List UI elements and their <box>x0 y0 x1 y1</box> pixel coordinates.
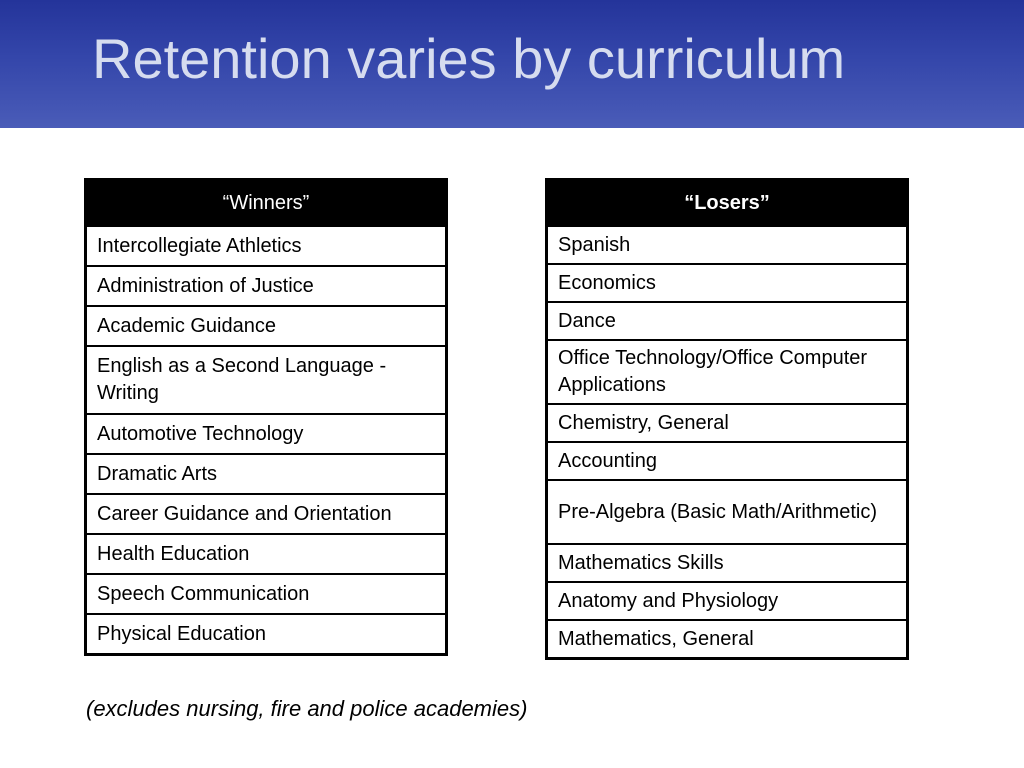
winners-cell: Speech Communication <box>86 574 447 614</box>
losers-cell: Office Technology/Office Computer Applications <box>547 340 908 404</box>
losers-cell: Mathematics Skills <box>547 544 908 582</box>
table-row <box>86 226 447 266</box>
losers-cell: Accounting <box>547 442 908 480</box>
winners-cell: Career Guidance and Orientation <box>86 494 447 534</box>
losers-cell: Economics <box>547 264 908 302</box>
footnote: (excludes nursing, fire and police academies) <box>86 696 528 721</box>
slide-title: Retention varies by curriculum <box>92 27 846 90</box>
table-row <box>547 302 908 340</box>
table-row <box>547 264 908 302</box>
table-row <box>86 346 447 414</box>
losers-cell: Mathematics, General <box>547 620 908 659</box>
table-row <box>547 620 908 659</box>
winners-cell: Health Education <box>86 534 447 574</box>
table-row <box>86 306 447 346</box>
table-row <box>547 480 908 544</box>
table-row <box>86 574 447 614</box>
table-row <box>86 534 447 574</box>
winners-header: “Winners” <box>86 180 447 227</box>
table-row <box>86 614 447 655</box>
table-row <box>547 340 908 404</box>
table-row <box>547 226 908 264</box>
winners-header-row <box>86 180 447 227</box>
table-row <box>547 582 908 620</box>
winners-cell: Intercollegiate Athletics <box>86 226 447 266</box>
losers-cell: Pre-Algebra (Basic Math/Arithmetic) <box>547 480 908 544</box>
title-bar <box>0 0 1024 128</box>
winners-table <box>84 178 448 656</box>
table-row <box>86 454 447 494</box>
table-row <box>547 544 908 582</box>
table-row <box>547 404 908 442</box>
winners-cell: Dramatic Arts <box>86 454 447 494</box>
table-row <box>86 494 447 534</box>
winners-cell: Academic Guidance <box>86 306 447 346</box>
table-row <box>86 266 447 306</box>
table-row <box>547 442 908 480</box>
winners-cell: Automotive Technology <box>86 414 447 454</box>
losers-table <box>545 178 909 660</box>
losers-header: “Losers” <box>547 180 908 227</box>
losers-cell: Dance <box>547 302 908 340</box>
winners-cell: Administration of Justice <box>86 266 447 306</box>
winners-cell: Physical Education <box>86 614 447 655</box>
table-row <box>86 414 447 454</box>
losers-cell: Anatomy and Physiology <box>547 582 908 620</box>
losers-header-row <box>547 180 908 227</box>
losers-cell: Chemistry, General <box>547 404 908 442</box>
losers-cell: Spanish <box>547 226 908 264</box>
winners-cell: English as a Second Language - Writing <box>86 346 447 414</box>
